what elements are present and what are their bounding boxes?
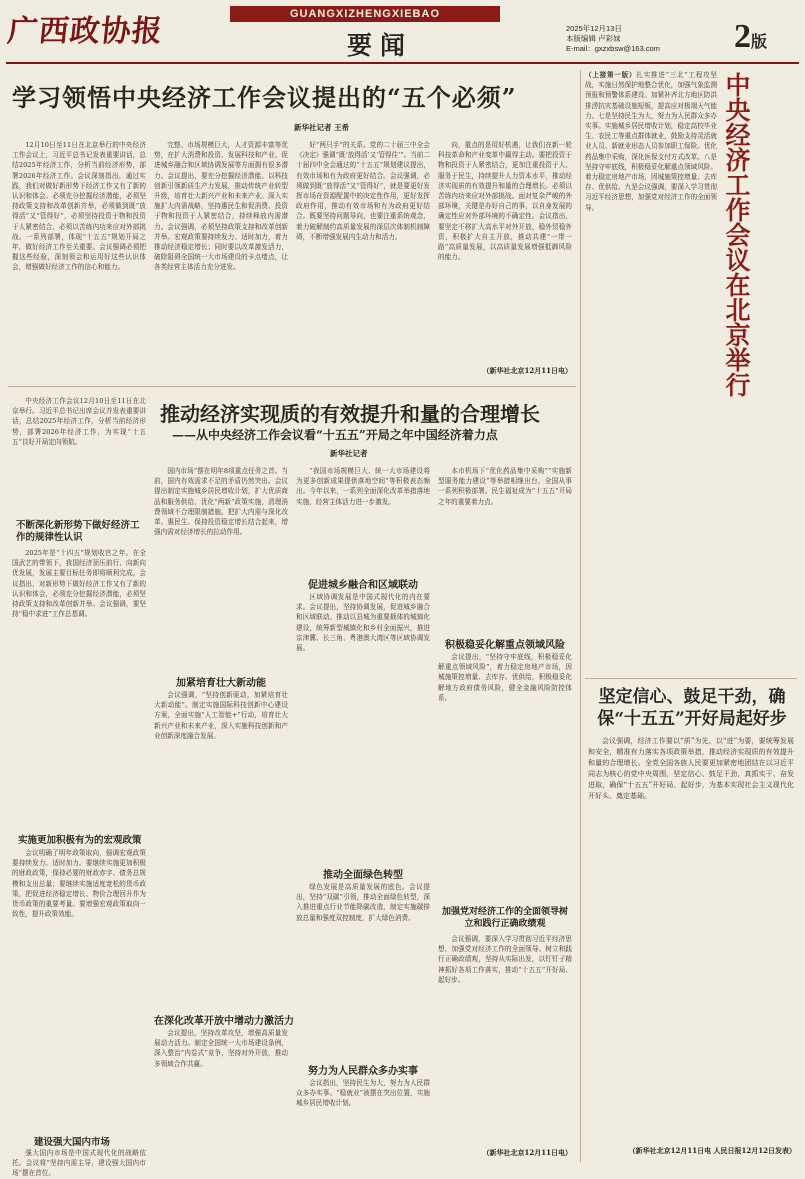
article1-headline: 学习领悟中央经济工作会议提出的“五个必须” [12,83,517,112]
editor-email: E-mail：gxzxbsw@163.com [566,44,660,53]
page-editor: 本版编辑 卢彩妹 [566,34,621,43]
right-article-text: （上接第一版）扎实推进“三北”工程攻坚战，实施日然保护地整合优化，加强气象监测预报和预警体系建设。加紧补齐北方地区防洪排涝抗灾基础设施短板，提高应对极端天气能力。七是坚持民生为大，努力为人民群众多办实事。实施城乡居民增收计划，稳定高校毕业生、农民工等重点群体就业，鼓励支持灵活就业人员、新就业形态人员参加职工保险。优化药品集中采购，深化医保支付方式改革。八是坚持守牢底线，积极稳妥化解重点领域风险。着力稳定房地产市场，因城施策控增量、去库存、优供给。九是会议强调，要深入学习贯彻习近平经济思想，加强党对经济工作的全面领导。 [585,71,718,212]
article1-col3: 好“两只手”的关系。党的二十届三中全会《决定》强调“既‘放得活’又‘管得住’”。当前二十届四中全会通过的“十五五”规划建议提出，有效市场和有为政府更好结合。会议强调，必须做到既“放得活”又“管得好”，就是要更好发挥市场在资源配置中的决定性作用，更好发挥政府作用，推动有效市场和有为政府更好结合。既要坚持问题导向，也要注重系统观念，着力破解制约高质量发展的深层次体制机制障碍，不断增强发展内生动力和活力。 [296,141,430,241]
article1-byline: 新华社记者 王希 [294,123,350,132]
article1-source: （新华社北京12月11日电） [482,366,572,375]
article2-sub-a: 加紧培育壮大新动能 [176,678,266,689]
article2-source: （新华社北京12月11日电） [482,1148,572,1157]
article2-col3c: 会议强调，要深入学习贯彻习近平经济思想，加强党对经济工作的全面领导。树立和践行正确政绩观，坚持从实际出发，以钉钉子精神抓好各项工作落实，推动“十五五”开好局、起好步。 [438,935,572,984]
right-box-text: 会议强调，经济工作要以“质”为先、以“进”为要，要统筹发展和安全，精准有力落实各项政策举措，推动经济实现质的有效提升和量的合理增长。全党全国各族人民要更加紧密地团结在以习近平同志为核心的党中央周围，坚定信心、鼓足干劲，真抓实干、奋发进取，确保“十五五”开好局、起好步，为基本实现社会主义现代化开好头、奠定基础。 [588,737,794,800]
article1-col1: 12月10日至11日在北京举行的中央经济工作会议上，习近平总书记发表重要讲话，总结2025年经济工作，分析当前经济形势，部署2026年经济工作。会议深刻指出，通过实践，我们对做好新形势下经济工作又有了新的认识和体会。必须充分挖掘经济潜能，必须坚持政策支持和改革创新并举，必须做到既“放得活”又“管得好”，必须坚持投资于物和投资于人紧密结合，必须以苦练内功来应对外部挑战。一系列部署，体现“十五五”规划开局之年，做好经济工作至关重要。会议强调必须把握这些经验，深刻领会和运用好这些认识体会，增强做好经济工作的信心和能力。 [12,141,146,272]
left-intro: 中央经济工作会议12月10日至11日在北京举行。习近平总书记出席会议并发表重要讲话，总结2025年经济工作，分析当前经济形势，部署2026年经济工作，为实现“十五五”良好开局定向领航。 [12,397,146,446]
right-vertical-headline: 中央经济工作会议在北京举行 [722,72,751,397]
article2-sub-d: 推动全面绿色转型 [323,870,403,881]
masthead-pinyin: GUANGXIZHENGXIEBAO [230,6,500,22]
article-separator [8,386,576,387]
issue-info [566,24,736,54]
left-text1: 2025年是“十四五”规划收官之年。在全国武艺的带领下，我国经济顶压前行、向新向优发展，发展主要目标任务即将顺利完成。会议指出，对新形势下做好经济工作又有了新的认识和体会，必须充分挖掘经济潜能，必须坚持政策支持和改革创新并举。会议强调，要坚持“稳中求进”工作总基调。 [12,549,146,619]
section-title: 要闻 [346,31,413,60]
page-number: 2版 [734,18,768,55]
article2-col1: 国内市场”摆在明年8项重点任务之首。当前，国内有效需求不足的矛盾仍然突出。会议提出制定实施城乡居民增收计划，扩大优质商品和服务供给，优化“两新”政策实施，清理消费领域不合理限制措施。把扩大内需与深化改革、惠民生、保持投资稳定增长结合起来，增强内需对经济增长的拉动作用。 [154,467,288,537]
left-sub3: 建设强大国内市场 [34,1137,111,1148]
article2-col2c: 绿色发展是高质量发展的底色。会议提出，坚持“双碳”引领，推动全面绿色转型，深入推进重点行业节能降碳改造，制定实施碳排放总量和强度双控制度，扩大绿色消费。 [296,883,430,922]
article1-col4: 向，重点的是用好机遇，让我们在新一轮科技革命和产业变革中赢得主动。要把投资于物和投资于人紧密结合，更加注重投资于人、服务于民生，持续提升人力资本水平，推动经济实现质的有效提升和量的合理增长。必须以苦练内功来应对外部挑战。面对复杂严峻的外部环境，关键是办好自己的事，以自身发展的确定性应对外部环境的不确定性。会议指出，要坚定不移扩大高水平对外开放，稳外贸稳外资，积极扩大自主开放，推动共建“一带一路”高质量发展，以高质量发展增强抵御风险的能力。 [438,141,572,262]
article2-col2d: 会议指出，坚持民生为大，努力为人民群众多办实事。“稳就业”被摆在突出位置，实施城乡居民增收计划。 [296,1079,430,1108]
left-sub1: 不断深化新形势下做好经济工作的规律性认识 [16,520,140,543]
article2-sub-e: 努力为人民群众多办实事 [308,1066,418,1077]
newspaper-masthead: 广西政协报 [5,14,165,49]
issue-date: 2025年12月13日 [566,24,622,33]
article2-col1b: 会议强调，“坚持创新驱动，加紧培育壮大新动能”。制定实施国际科技创新中心建设方案，全面实施“人工智能+”行动，培育壮大新兴产业和未来产业，深入实施科技创新和产业创新深度融合发展。 [154,691,288,740]
left-text2: 会议明确了明年政策取向，强调宏观政策要持续发力、适时加力。要继续实施更加积极的财政政策，保持必要的财政赤字、债务总规模和支出总量；要继续实施适度宽松的货币政策，把促进经济稳定增长、物价合理回升作为货币政策的重要考量。要增强宏观政策取向一致性，提升政策效能。 [12,849,146,919]
left-text3: 强大国内市场是中国式现代化的战略依托。会议将“坚持内需主导，建设强大国内市场”摆在首位。 [12,1149,146,1178]
article2-byline: 新华社记者 [330,449,368,458]
continued-label: （上接第一版） [585,71,637,79]
article2-sub-b: 在深化改革开放中增动力激活力 [154,1016,294,1027]
article2-sub-f: 积极稳妥化解重点领域风险 [445,640,565,651]
column-divider [580,70,581,1162]
left-sub2: 实施更加积极有为的宏观政策 [18,835,142,846]
right-box-rule [585,678,797,679]
article2-col1c: 会议提出，坚持改革攻坚，增强高质量发展动力活力。制定全国统一大市场建设条例，深入整治“内卷式”竞争，坚持对外开放，推动多领域合作共赢。 [154,1029,288,1068]
right-box-source: （新华社北京12月11日电 人民日报12月12日发表） [628,1146,796,1155]
page-unit: 版 [751,34,768,51]
right-box-headline: 坚定信心、鼓足干劲，确保“十五五”开好局起好步 [597,687,787,729]
article2-headline: 推动经济实现质的有效提升和量的合理增长 [160,402,540,426]
article2-sub-c: 促进城乡融合和区域联动 [308,580,418,591]
article2-col2b: 区域协调发展是中国式现代化的内在要求。会议提出，坚持协调发展，促进城乡融合和区域联动。推动以县城为重要载体的城镇化建设，统筹新型城镇化和乡村全面振兴，推进京津冀、长三角、粤港澳大湾区等区域协调发展。 [296,593,430,653]
header-rule [6,62,799,64]
article2-col3: 本市机场下“优化药品集中采购”“实施新型服务能力建设”等举措相继出台，全国从事一系列积极部署。民生福祉成为“十五五”开局之年的重要着力点。 [438,467,572,506]
article2-col2: “我国市场规模巨大、统一大市场建设将为更多创新成果提供落地空间”等积极表态频出。今年以来，一系列全面深化改革举措落地实施，经营主体活力进一步激发。 [296,467,430,506]
article2-col3b: 会议提出，“坚持守牢底线，积极稳妥化解重点领域风险”，着力稳定房地产市场，因城施策控增量、去库存、优供给，积极稳妥化解地方政府债务风险，健全金融风险防控体系。 [438,653,572,702]
article2-subheadline: ——从中央经济工作会议看“十五五”开局之年中国经济着力点 [172,428,498,442]
article2-sub-g: 加强党对经济工作的全面领导树立和践行正确政绩观 [441,907,568,929]
article1-col2: 完整、市场规模巨大，人才资源丰富等优势，在扩大消费和投资、发展科技和产业、促进城乡融合和区域协调发展等方面拥有很多潜力。会议提出，要充分挖掘经济潜能。以科技创新引领新质生产力发展，推动传统产业转型升级，培育壮大新兴产业和未来产业。深入实施扩大内需战略，坚持惠民生和促消费、投资于物和投资于人紧密结合，持续释放内需潜力。会议强调，必须坚持政策支持和改革创新并举。宏观政策要持续发力、适时加力，着力推动经济稳定增长；同时要以改革激发活力，破除阻碍全国统一大市场建设的卡点堵点，让各类经营主体活力充分迸发。 [154,141,288,272]
